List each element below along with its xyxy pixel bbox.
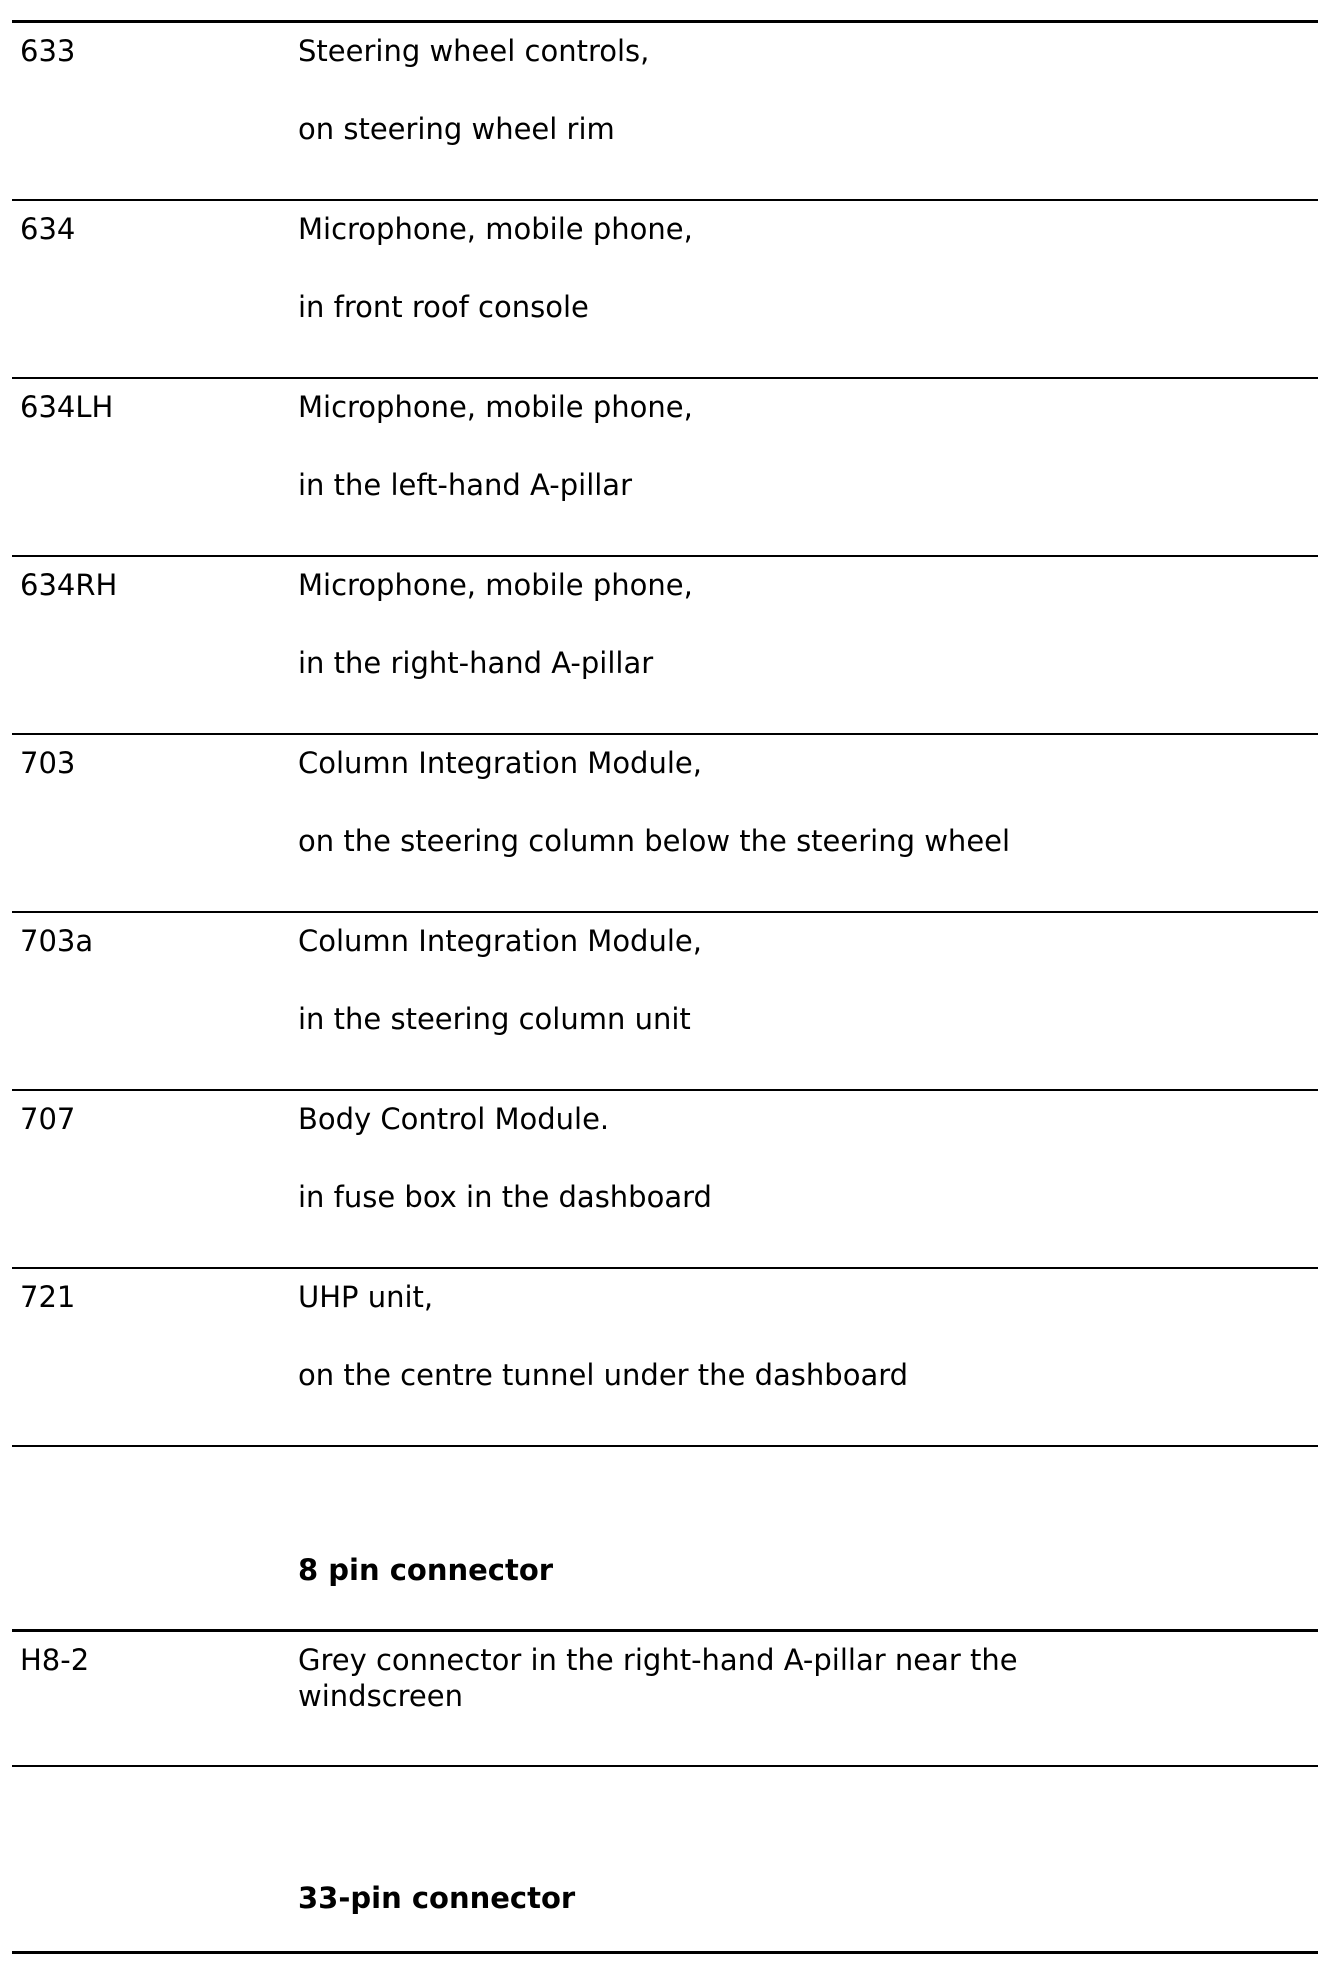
table-row	[12, 379, 1318, 555]
component-location: in fuse box in the dashboard	[298, 1180, 712, 1214]
table-row	[12, 913, 1318, 1089]
table-row	[12, 201, 1318, 377]
table-row	[12, 23, 1318, 199]
component-description	[298, 568, 693, 680]
component-code: 703	[20, 746, 76, 780]
component-code: 634RH	[20, 568, 118, 602]
component-description	[298, 34, 649, 146]
component-location: in front roof console	[298, 290, 589, 324]
component-code: H8-2	[20, 1643, 90, 1677]
section-rule	[12, 1951, 1318, 1954]
section-header-33-pin	[12, 1767, 1318, 1951]
table-row	[12, 557, 1318, 733]
component-description	[298, 1102, 712, 1214]
component-code: 633	[20, 34, 76, 68]
section-header-8-pin	[12, 1447, 1318, 1629]
component-description	[298, 212, 693, 324]
component-location: on the centre tunnel under the dashboard	[298, 1358, 909, 1392]
component-code: 634LH	[20, 390, 114, 424]
component-name: Microphone, mobile phone,	[298, 568, 693, 602]
table-row	[12, 1632, 1318, 1765]
component-name: Column Integration Module,	[298, 924, 702, 958]
component-location: in the right-hand A-pillar	[298, 646, 654, 680]
component-location: in the steering column unit	[298, 1002, 691, 1036]
component-name: Column Integration Module,	[298, 746, 702, 780]
component-location-table	[12, 20, 1318, 1954]
component-description	[298, 1643, 1018, 1713]
component-name: Microphone, mobile phone,	[298, 390, 693, 424]
table-row	[12, 1091, 1318, 1267]
component-code: 703a	[20, 924, 94, 958]
table-row	[12, 735, 1318, 911]
section-title: 8 pin connector	[298, 1553, 554, 1587]
component-location: on the steering column below the steering wheel	[298, 824, 1011, 858]
component-description	[298, 390, 693, 502]
component-code: 707	[20, 1102, 76, 1136]
component-name: Grey connector in the right-hand A-pillar near the	[298, 1643, 1018, 1677]
component-location: in the left-hand A-pillar	[298, 468, 632, 502]
component-description	[298, 1280, 908, 1392]
component-description	[298, 924, 702, 1036]
component-description	[298, 746, 1010, 858]
component-name: Steering wheel controls,	[298, 34, 650, 68]
section-title: 33-pin connector	[298, 1881, 576, 1915]
table-row	[12, 1269, 1318, 1445]
component-code: 721	[20, 1280, 76, 1314]
component-name-continued: windscreen	[298, 1679, 463, 1713]
component-name: Microphone, mobile phone,	[298, 212, 693, 246]
component-code: 634	[20, 212, 76, 246]
component-name: Body Control Module.	[298, 1102, 610, 1136]
component-location: on steering wheel rim	[298, 112, 615, 146]
component-name: UHP unit,	[298, 1280, 434, 1314]
